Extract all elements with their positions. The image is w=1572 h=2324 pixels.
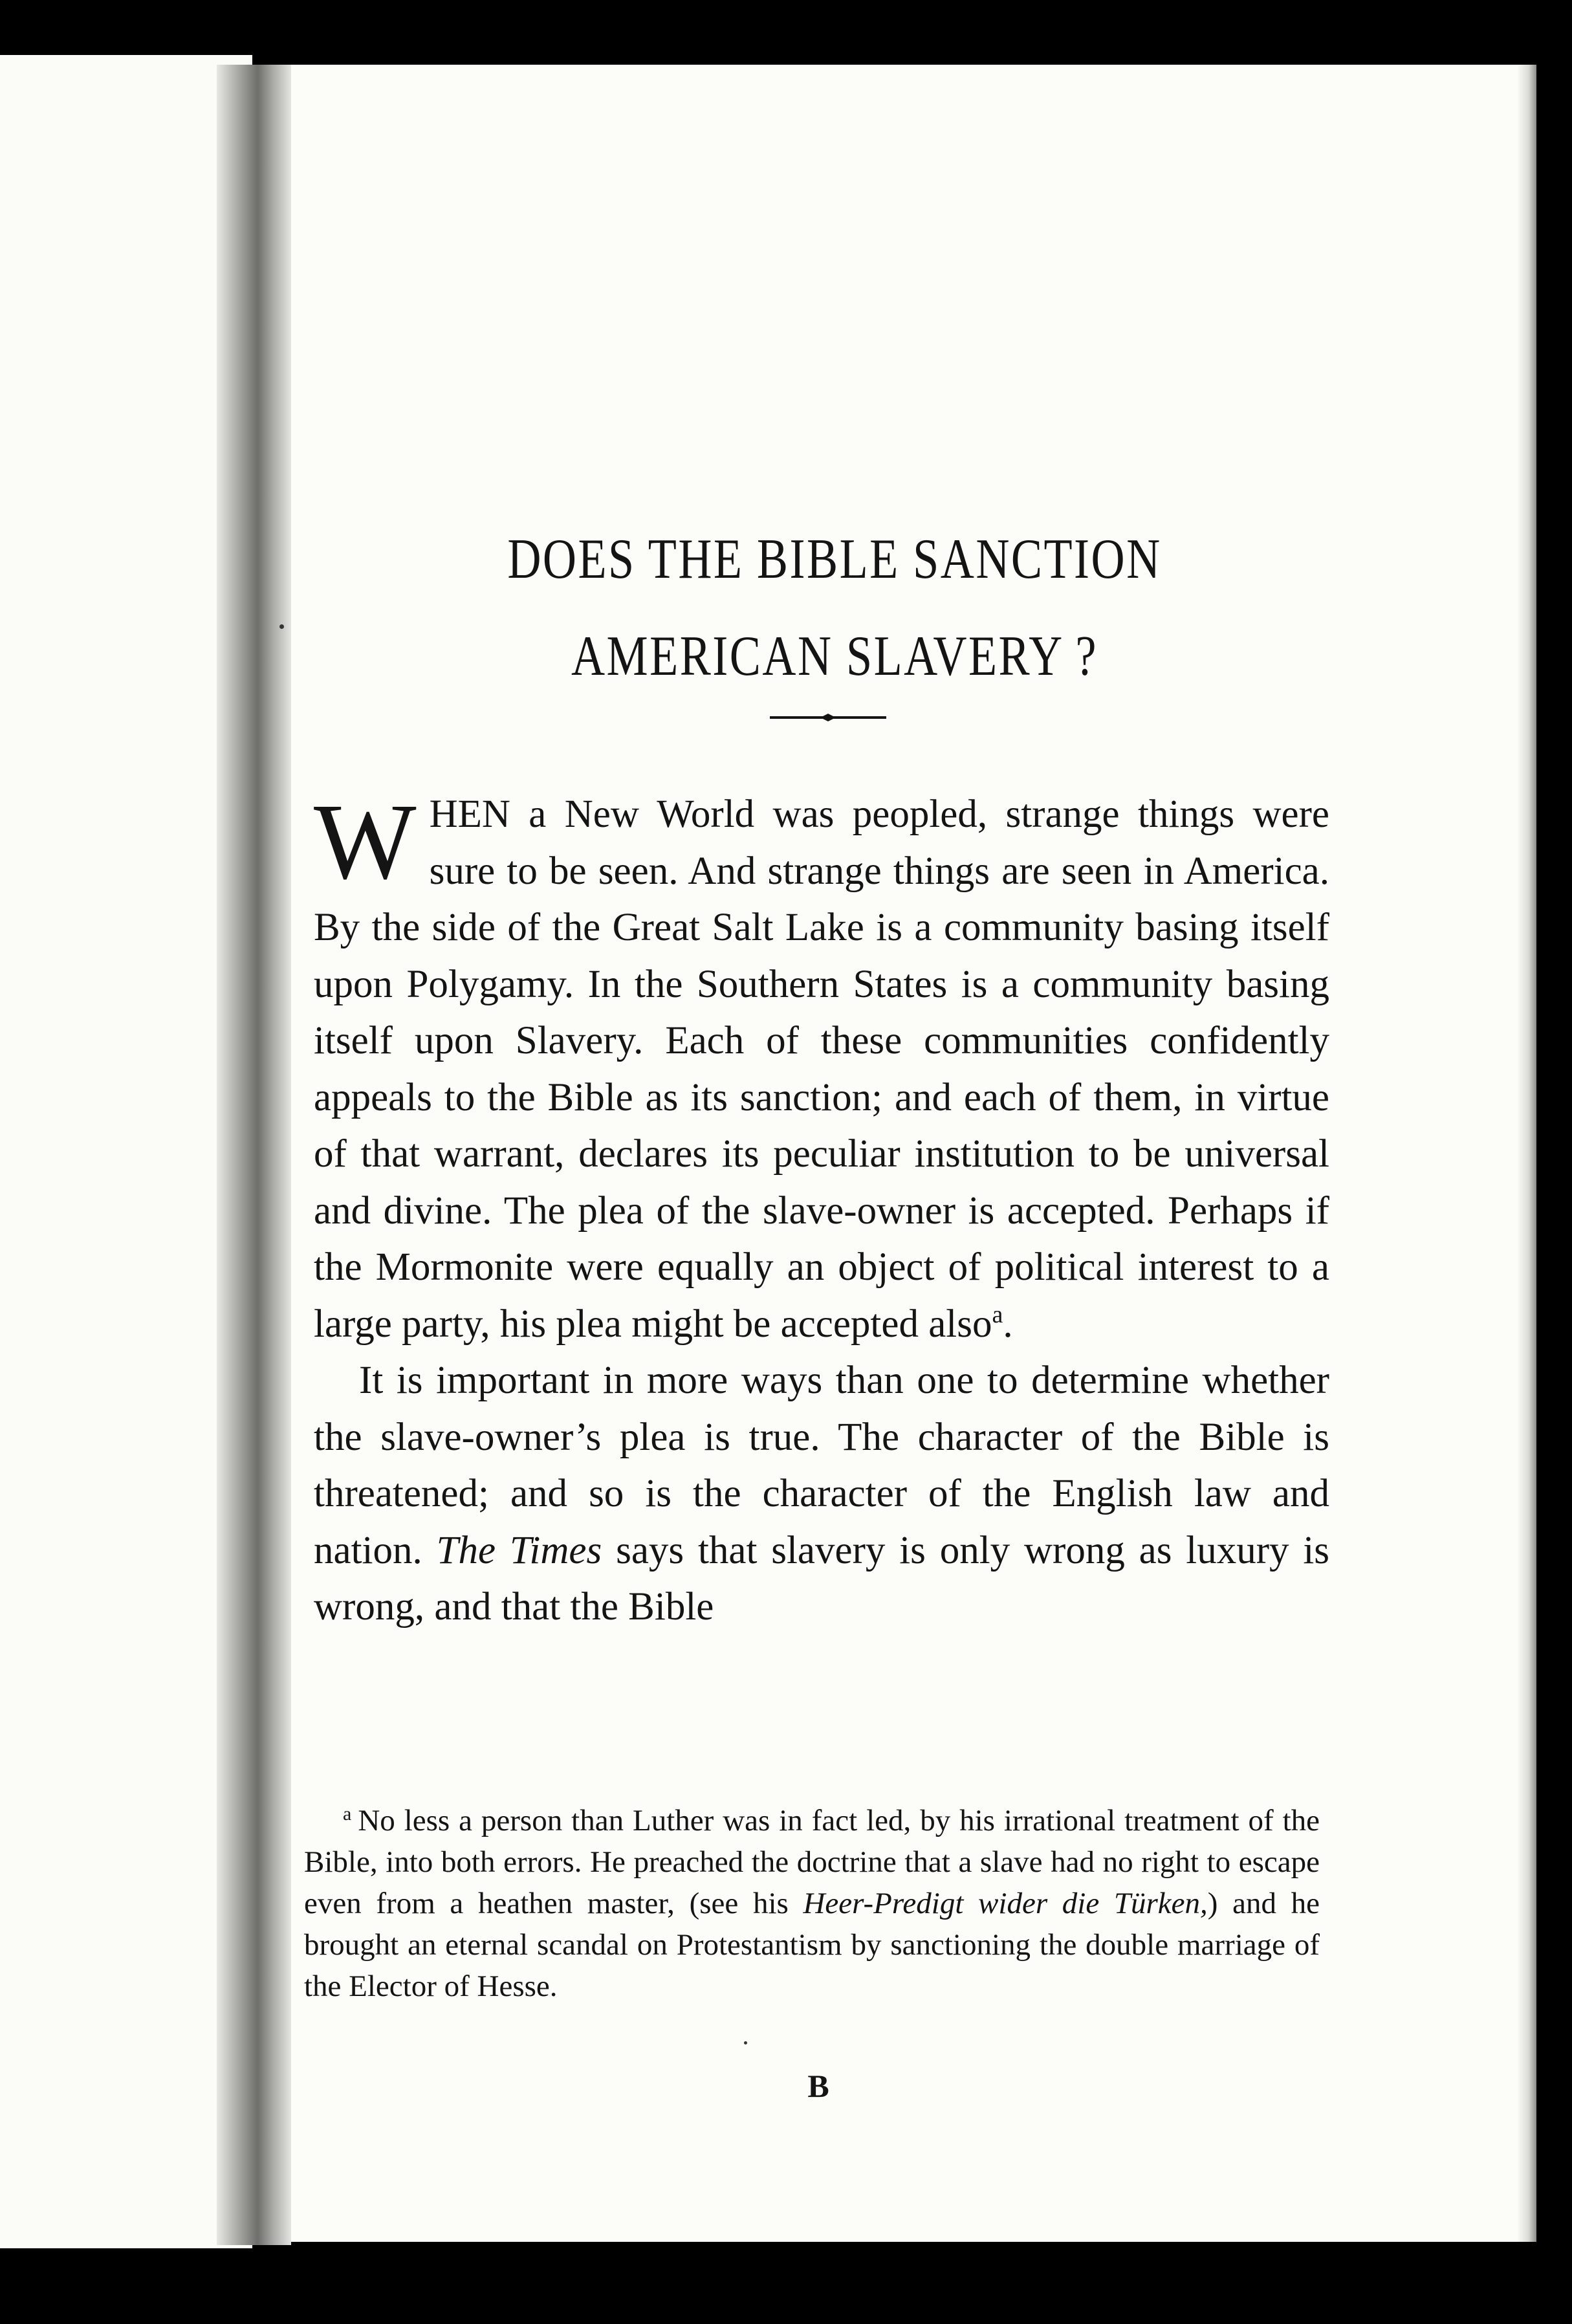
footnote	[304, 1800, 1320, 2007]
newspaper-title: The Times	[436, 1528, 602, 1572]
footnote-reference: a	[992, 1300, 1003, 1328]
scan-speck	[279, 624, 284, 629]
paragraph-2-end: says that slavery is only wrong as luxury is wrong, and that the Bible	[314, 1528, 1330, 1628]
footnote-mark: a	[343, 1803, 352, 1825]
book-gutter	[217, 65, 291, 2245]
ornamental-rule	[770, 713, 886, 722]
page-edge-shadow	[1517, 65, 1536, 2242]
drop-cap: W	[314, 782, 417, 902]
paragraph-2-text: It is important in more ways than one to determine whether the slave-owner’s plea is true. The character of the Bible is threatened; and so is the character of the English law and nation.	[314, 1359, 1329, 1572]
paragraph-2	[314, 1352, 1329, 1636]
paragraph-1	[314, 782, 1329, 1352]
footnote-cited-work: Heer-Predigt wider die Türken,	[803, 1887, 1208, 1920]
signature-mark: B	[807, 2068, 829, 2104]
scan-speck	[744, 2041, 747, 2044]
paragraph-1-end: .	[1003, 1302, 1013, 1346]
footnote-text-end: ) and he brought an eternal scandal on Protestantism by sanctioning the double marriage of the Elector of Hesse.	[304, 1887, 1320, 2003]
body-text	[314, 782, 1330, 1636]
paragraph-1-text: HEN a New World was peopled, strange things were sure to be seen. And strange things are seen in America. By the side of the Great Salt Lake is a community basing itself upon Polygamy. In the Southern States is a community basing itself upon Slavery. Each of these communities confidently appeals to the Bible as its sanction; and each of them, in virtue of that warrant, declares its peculiar institution to be universal and divine. The plea of the slave-owner is accepted. Perhaps if the Mormonite were equally an object of political interest to a large party, his plea might be accepted also	[314, 793, 1329, 1346]
left-page	[0, 55, 252, 2248]
chapter-title: DOES THE BIBLE SANCTION AMERICAN SLAVERY ?	[507, 528, 1162, 688]
footnote-text: No less a person than Luther was in fact led, by his irrational treatment of the Bible, into both errors. He preached the doctrine that a slave had no right to escape even from a heathen master, (see his	[304, 1804, 1320, 1920]
